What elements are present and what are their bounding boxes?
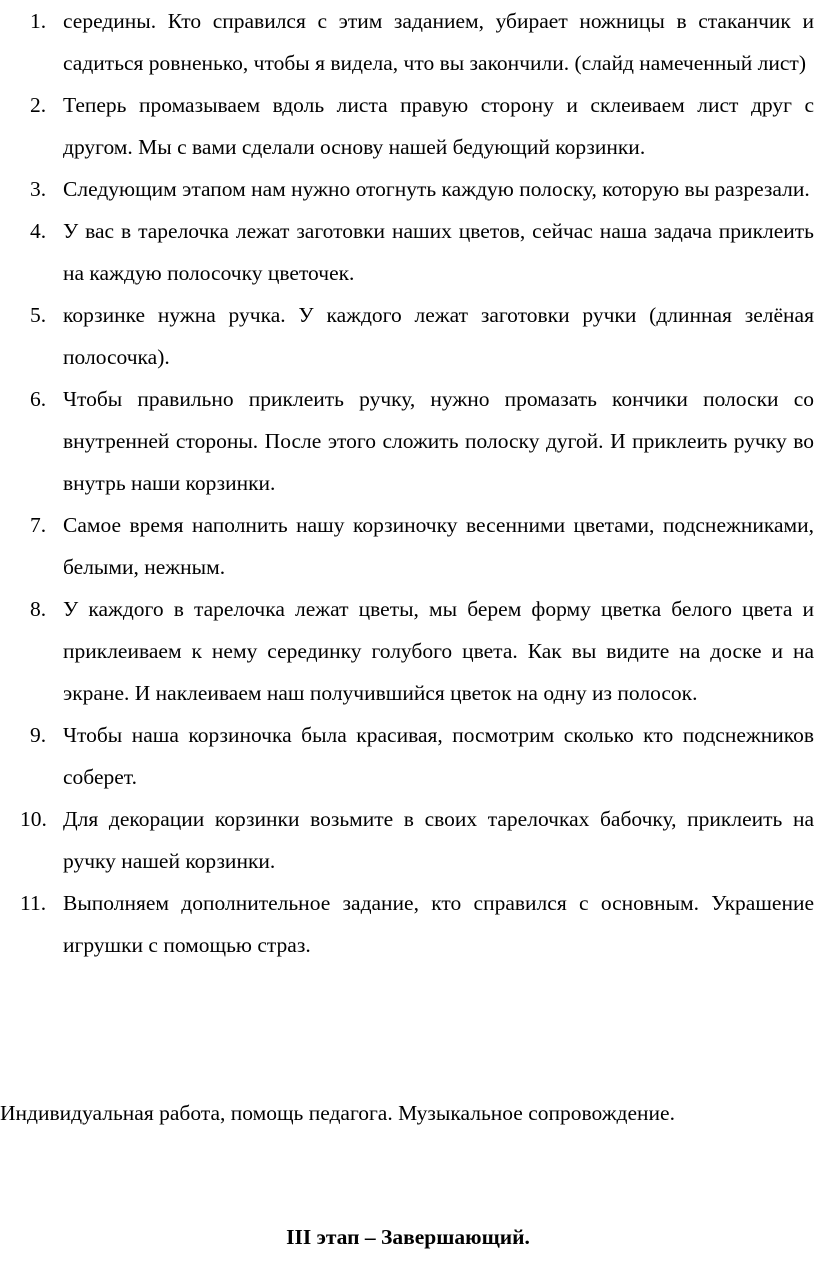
list-item — [0, 588, 816, 714]
list-item — [0, 0, 816, 84]
list-item — [0, 210, 816, 294]
list-item — [0, 294, 816, 378]
list-item-number: 6. — [30, 387, 47, 411]
list-item-number: 1. — [30, 9, 47, 33]
list-item — [0, 798, 816, 882]
list-item-number: 11. — [20, 891, 47, 915]
list-item-text: Чтобы наша корзиночка была красивая, посмотрим сколько кто подснежников соберет. — [63, 723, 814, 789]
list-item-number: 5. — [30, 303, 47, 327]
list-item — [0, 882, 816, 966]
list-item-number: 2. — [30, 93, 47, 117]
list-item — [0, 378, 816, 504]
list-item-text: Теперь промазываем вдоль листа правую сторону и склеиваем лист друг с другом. Мы с вами сделали основу нашей бедующий корзинки. — [63, 93, 814, 159]
list-item-text: Для декорации корзинки возьмите в своих тарелочках бабочку, приклеить на ручку нашей корзинки. — [63, 807, 814, 873]
list-item-text: Выполняем дополнительное задание, кто справился с основным. Украшение игрушки с помощью страз. — [63, 891, 814, 957]
list-item-text: Следующим этапом нам нужно отогнуть каждую полоску, которую вы разрезали. — [63, 177, 810, 201]
stage-heading: III этап – Завершающий. — [286, 1225, 530, 1249]
list-item — [0, 504, 816, 588]
list-item — [0, 84, 816, 168]
list-item-text: У вас в тарелочка лежат заготовки наших цветов, сейчас наша задача приклеить на каждую полосочку цветочек. — [63, 219, 814, 285]
list-item-number: 9. — [30, 723, 47, 747]
list-item — [0, 168, 816, 210]
list-item-text: У каждого в тарелочка лежат цветы, мы берем форму цветка белого цвета и приклеиваем к нему серединку голубого цвета. Как вы видите на доске и на экране. И наклеиваем наш получившийся цветок на одну из полосок. — [63, 597, 814, 705]
list-item-text: середины. Кто справился с этим заданием, убирает ножницы в стаканчик и садиться ровненько, чтобы я видела, что вы закончили. (слайд намеченный лист) — [63, 9, 814, 75]
list-item-number: 7. — [30, 513, 47, 537]
list-item-number: 3. — [30, 177, 47, 201]
list-item-number: 4. — [30, 219, 47, 243]
list-item-text: корзинке нужна ручка. У каждого лежат заготовки ручки (длинная зелёная полосочка). — [63, 303, 814, 369]
list-item-number: 10. — [20, 807, 47, 831]
list-item-text: Чтобы правильно приклеить ручку, нужно промазать кончики полоски со внутренней стороны. После этого сложить полоску дугой. И приклеить ручку во внутрь наши корзинки. — [63, 387, 814, 495]
list-item-text: Самое время наполнить нашу корзиночку весенними цветами, подснежниками, белыми, нежным. — [63, 513, 814, 579]
list-item-number: 8. — [30, 597, 47, 621]
list-item — [0, 714, 816, 798]
methodical-note: Индивидуальная работа, помощь педагога. Музыкальное сопровождение. — [0, 1101, 675, 1125]
